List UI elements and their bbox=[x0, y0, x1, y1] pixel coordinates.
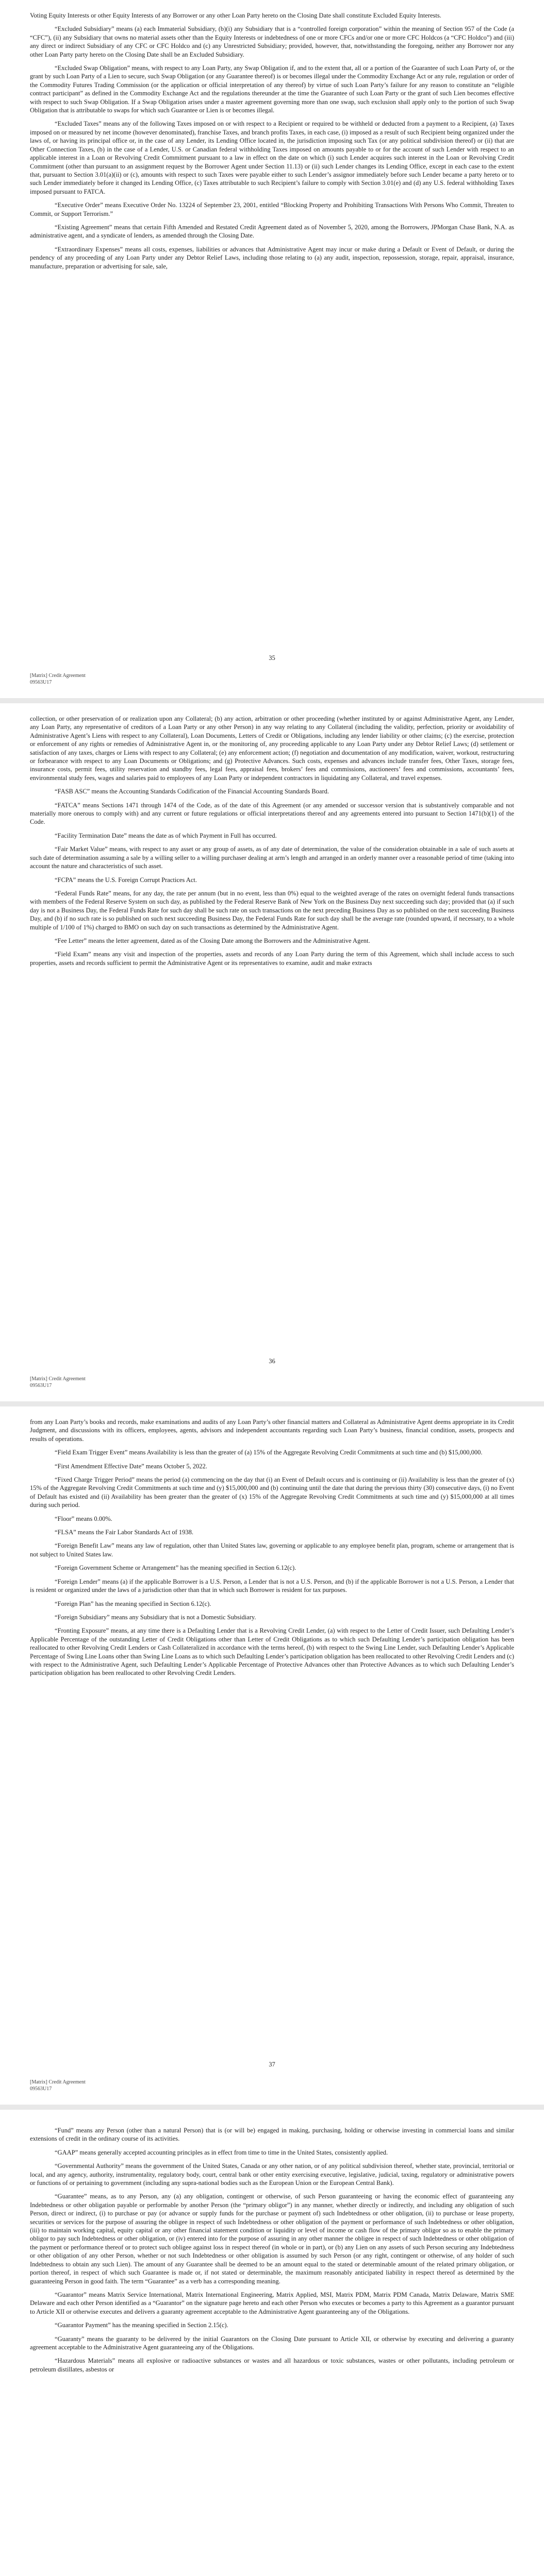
paragraph: “Excluded Subsidiary” means (a) each Immaterial Subsidiary, (b)(i) any Subsidiary that is a “controlled foreign corporation” within the meaning of Section 957 of the Code (a “CFC”), (ii) any Subsidiary that owns no material assets other than the Equity Interests or indebtedness of one or more CFCs and/or one or more CFC Holdcos (a “CFC Holdco”) and (iii) any direct or indirect Subsidiary of any CFC or CFC Holdco and (c) any Unrestricted Subsidiary; provided, however, that, notwithstanding the foregoing, neither any Borrower nor any other Loan Party party hereto on the Closing Date shall be an Excluded Subsidiary. bbox=[30, 25, 514, 58]
page bbox=[0, 703, 544, 1401]
page-number: 35 bbox=[269, 654, 275, 662]
paragraph: “Extraordinary Expenses” means all costs, expenses, liabilities or advances that Administrative Agent may incur or make during a Default or Event of Default, or during the pendency of any proceeding of any Loan Party under any Debtor Relief Laws, including those relating to (a) any audit, inspection, repossession, storage, repair, appraisal, insurance, manufacture, preparation or advertising for sale, sale, bbox=[30, 245, 514, 270]
footer-line: 09563U17 bbox=[30, 1383, 52, 1388]
paragraph: “Fair Market Value” means, with respect to any asset or any group of assets, as of any date of determination, the value of the consideration obtainable in a sale of such assets at such date of determination assuming a sale by a willing seller to a willing purchaser dealing at arm’s length and arranged in an orderly manner over a reasonable period of time (taking into account the nature and characteristics of such asset. bbox=[30, 845, 514, 870]
page bbox=[0, 2110, 544, 2576]
footer-line: [Matrix] Credit Agreement bbox=[30, 673, 86, 679]
paragraph: “Guarantee” means, as to any Person, any (a) any obligation, contingent or otherwise, of such Person guaranteeing or having the economic effect of guaranteeing any Indebtedness or other obligation payable or performable by another Person (the “primary obligor”) in any manner, whether directly or indirectly, and including any obligation of such Person, direct or indirect, (i) to purchase or pay (or advance or supply funds for the purchase or payment of) such Indebtedness or other obligation, (ii) to purchase or lease property, securities or services for the purpose of assuring the obligee in respect of such Indebtedness or other obligation of the payment or performance of such Indebtedness or other obligation, (iii) to maintain working capital, equity capital or any other financial statement condition or liquidity or level of income or cash flow of the primary obligor so as to enable the primary obligor to pay such Indebtedness or other obligation, or (iv) entered into for the purpose of assuring in any other manner the obligee in respect of such Indebtedness or other obligation of the payment or performance thereof or to protect such obligee against loss in respect thereof (in whole or in part), or (b) any Lien on any assets of such Person securing any Indebtedness or other obligation of any other Person, whether or not such Indebtedness or other obligation is assumed by such Person (or any right, contingent or otherwise, of any holder of such Indebtedness to obtain any such Lien). The amount of any Guarantee shall be deemed to be an amount equal to the stated or determinable amount of the related primary obligation, or portion thereof, in respect of which such Guarantee is made or, if not stated or determinable, the maximum reasonably anticipated liability in respect thereof as determined by the guaranteeing Person in good faith. The term “Guarantee” as a verb has a corresponding meaning. bbox=[30, 2193, 514, 2285]
paragraph: “Excluded Swap Obligation” means, with respect to any Loan Party, any Swap Obligation if, and to the extent that, all or a portion of the Guarantee of such Loan Party of, or the grant by such Loan Party of a Lien to secure, such Swap Obligation (or any Guarantee thereof) is or becomes illegal under the Commodity Exchange Act or any rule, regulation or order of the Commodity Futures Trading Commission (or the application or official interpretation of any thereof) by virtue of such Loan Party’s failure for any reason to constitute an “eligible contract participant” as defined in the Commodity Exchange Act and the regulations thereunder at the time the Guarantee of such Loan Party or the grant of such Lien becomes effective with respect to such Swap Obligation. If a Swap Obligation arises under a master agreement governing more than one swap, such exclusion shall apply only to the portion of such Swap Obligation that is attributable to swaps for which such Guarantee or Lien is or becomes illegal. bbox=[30, 64, 514, 114]
page bbox=[0, 1406, 544, 2105]
paragraph: from any Loan Party’s books and records, make examinations and audits of any Loan Party’s other financial matters and Collateral as Administrative Agent deems appropriate in its Credit Judgment, and discussions with its officers, employees, agents, advisors and independent accountants regarding such Loan Party’s business, financial condition, assets, prospects and results of operations. bbox=[30, 1418, 514, 1443]
footer-line: [Matrix] Credit Agreement bbox=[30, 2079, 86, 2085]
page-footer bbox=[30, 672, 86, 686]
paragraph: “Existing Agreement” means that certain Fifth Amended and Restated Credit Agreement dated as of November 5, 2020, among the Borrowers, JPMorgan Chase Bank, N.A. as administrative agent, and a syndicate of lenders, as amended through the Closing Date. bbox=[30, 223, 514, 240]
footer-line: 09563U17 bbox=[30, 2086, 52, 2092]
paragraph: “FATCA” means Sections 1471 through 1474 of the Code, as of the date of this Agreement (or any amended or successor version that is substantively comparable and not materially more onerous to comply with) and any current or future regulations or official interpretations thereof and any agreements entered into pursuant to Section 1471(b)(1) of the Code. bbox=[30, 801, 514, 826]
paragraph: “Fund” means any Person (other than a natural Person) that is (or will be) engaged in making, purchasing, holding or otherwise investing in commercial loans and similar extensions of credit in the ordinary course of its activities. bbox=[30, 2127, 514, 2143]
paragraph: “Guaranty” means the guaranty to be delivered by the initial Guarantors on the Closing Date pursuant to Article XII, or otherwise by executing and delivering a guaranty agreement acceptable to the Administrative Agent guaranteeing any of the Obligations. bbox=[30, 2335, 514, 2351]
paragraph: “Fixed Charge Trigger Period” means the period (a) commencing on the day that (i) an Event of Default occurs and is continuing or (ii) Availability is less than the greater of (x) 15% of the Aggregate Revolving Credit Commitments at such time and (y) $15,000,000 and (b) continuing until the date that during the previous thirty (30) consecutive days, (i) no Event of Default has existed and (ii) Availability has been greater than the greater of (x) 15% of the Aggregate Revolving Credit Commitments at such time and (y) $15,000,000 at all times during such period. bbox=[30, 1476, 514, 1509]
page-footer bbox=[30, 1376, 86, 1389]
paragraph: “Foreign Government Scheme or Arrangement” has the meaning specified in Section 6.12(c). bbox=[55, 1564, 296, 1572]
paragraph: “FCPA” means the U.S. Foreign Corrupt Practices Act. bbox=[55, 876, 197, 884]
paragraph: “FASB ASC” means the Accounting Standards Codification of the Financial Accounting Standards Board. bbox=[55, 788, 329, 795]
paragraph: “Federal Funds Rate” means, for any day, the rate per annum (but in no event, less than 0%) equal to the weighted average of the rates on overnight federal funds transactions with members of the Federal Reserve System on such day, as published by the Federal Reserve Bank of New York on the Business Day next succeeding such day; provided that (a) if such day is not a Business Day, the Federal Funds Rate for such day shall be such rate on such transactions on the next preceding Business Day as so published on the next succeeding Business Day, and (b) if no such rate is so published on such next succeeding Business Day, the Federal Funds Rate for such day shall be the average rate (rounded upward, if necessary, to a whole multiple of 1/100 of 1%) charged to BMO on such day on such transactions as determined by the Administrative Agent. bbox=[30, 889, 514, 931]
paragraph: “Foreign Benefit Law” means any law of regulation, other than United States law, governing or applicable to any employee benefit plan, program, scheme or arrangement that is not subject to United States law. bbox=[30, 1542, 514, 1558]
paragraph: “Hazardous Materials” means all explosive or radioactive substances or wastes and all hazardous or toxic substances, wastes or other pollutants, including petroleum or petroleum distillates, asbestos or bbox=[30, 2357, 514, 2373]
paragraph: “GAAP” means generally accepted accounting principles as in effect from time to time in the United States, consistently applied. bbox=[55, 2148, 388, 2156]
paragraph: “FLSA” means the Fair Labor Standards Act of 1938. bbox=[55, 1529, 194, 1536]
page-number: 36 bbox=[269, 1358, 275, 1365]
paragraph: Voting Equity Interests or other Equity Interests of any Borrower or any other Loan Party hereto on the Closing Date shall constitute Excluded Equity Interests. bbox=[30, 12, 441, 19]
footer-line: 09563U17 bbox=[30, 680, 52, 685]
paragraph: “Field Exam” means any visit and inspection of the properties, assets and records of any Loan Party during the term of this Agreement, which shall include access to such properties, assets and records sufficient to permit the Administrative Agent or its representatives to examine, audit and make extracts bbox=[30, 951, 514, 967]
paragraph: “Guarantor Payment” has the meaning specified in Section 2.15(c). bbox=[55, 2321, 228, 2329]
page bbox=[0, 0, 544, 698]
paragraph: “Excluded Taxes” means any of the following Taxes imposed on or with respect to a Recipient or required to be withheld or deducted from a payment to a Recipient, (a) Taxes imposed on or measured by net income (however denominated), franchise Taxes, and branch profits Taxes, in each case, (i) imposed as a result of such Recipient being organized under the laws of, or having its principal office or, in the case of any Lender, its Lending Office located in, the jurisdiction imposing such Tax (or any political subdivision thereof) or (ii) that are Other Connection Taxes, (b) in the case of a Lender, U.S. or Canadian federal withholding Taxes imposed on amounts payable to or for the account of such Lender with respect to an applicable interest in a Loan or Revolving Credit Commitment pursuant to a law in effect on the date on which (i) such Lender acquires such interest in the Loan or Revolving Credit Commitment (other than pursuant to an assignment request by the Borrower Agent under Section 11.13) or (ii) such Lender changes its Lending Office, except in each case to the extent that, pursuant to Section 3.01(a)(ii) or (c), amounts with respect to such Taxes were payable either to such Lender’s assignor immediately before such Lender became a party hereto or to such Lender immediately before it changed its Lending Office, (c) Taxes attributable to such Recipient’s failure to comply with Section 3.01(e) and (d) any U.S. federal withholding Taxes imposed pursuant to FATCA. bbox=[30, 120, 514, 195]
page-number: 37 bbox=[269, 2061, 275, 2068]
paragraph: “Foreign Plan” has the meaning specified in Section 6.12(c). bbox=[55, 1600, 211, 1607]
paragraph: “Governmental Authority” means the government of the United States, Canada or any other nation, or of any political subdivision thereof, whether state, provincial, territorial or local, and any agency, authority, instrumentality, regulatory body, court, central bank or other entity exercising executive, legislative, judicial, taxing, regulatory or administrative powers or functions of or pertaining to government (including any supra-national bodies such as the European Union or the European Central Bank). bbox=[30, 2162, 514, 2187]
paragraph: “Foreign Lender” means (a) if the applicable Borrower is a U.S. Person, a Lender that is not a U.S. Person, and (b) if the applicable Borrower is not a U.S. Person, a Lender that is resident or organized under the laws of a jurisdiction other than that in which such Borrower is resident for tax purposes. bbox=[30, 1578, 514, 1594]
paragraph: “Fee Letter” means the letter agreement, dated as of the Closing Date among the Borrowers and the Administrative Agent. bbox=[55, 937, 370, 944]
paragraph: “Foreign Subsidiary” means any Subsidiary that is not a Domestic Subsidiary. bbox=[55, 1613, 256, 1621]
paragraph: “Executive Order” means Executive Order No. 13224 of September 23, 2001, entitled “Blocking Property and Prohibiting Transactions With Persons Who Commit, Threaten to Commit, or Support Terrorism.” bbox=[30, 201, 514, 217]
paragraph: “Facility Termination Date” means the date as of which Payment in Full has occurred. bbox=[55, 832, 277, 839]
paragraph: “Guarantor” means Matrix Service International, Matrix International Engineering, Matrix Applied, MSI, Matrix PDM, Matrix PDM Canada, Matrix Delaware, Matrix SME Delaware and each other Person identified as a “Guarantor” on the signature page hereto and each other Person who executes or becomes a party to this Agreement as a guarantor pursuant to Article XII or otherwise executes and delivers a guaranty agreement acceptable to the Administrative Agent guaranteeing any of the Obligations. bbox=[30, 2291, 514, 2315]
paragraph: “Floor” means 0.00%. bbox=[55, 1515, 112, 1522]
paragraph: “Fronting Exposure” means, at any time there is a Defaulting Lender that is a Revolving Credit Lender, (a) with respect to the Letter of Credit Issuer, such Defaulting Lender’s Applicable Percentage of the outstanding Letter of Credit Obligations other than Letter of Credit Obligations as to which such Defaulting Lender’s participation obligation has been reallocated to other Revolving Credit Lenders or Cash Collateralized in accordance with the terms hereof, (b) with respect to the Swing Line Lender, such Defaulting Lender’s Applicable Percentage of Swing Line Loans other than Swing Line Loans as to which such Defaulting Lender’s participation obligation has been reallocated to other Revolving Credit Lenders and (c) with respect to the Administrative Agent, such Defaulting Lender’s Applicable Percentage of Protective Advances other than Protective Advances as to which such Defaulting Lender’s participation obligation has been reallocated to other Revolving Credit Lenders. bbox=[30, 1627, 514, 1677]
paragraph: collection, or other preservation of or realization upon any Collateral; (b) any action, arbitration or other proceeding (whether instituted by or against Administrative Agent, any Lender, any Loan Party, any representative of creditors of a Loan Party or any other Person) in any way relating to any Collateral (including the validity, perfection, priority or avoidability of Administrative Agent’s Liens with respect to any Collateral), Loan Documents, Letters of Credit or Obligations, including any lender liability or other claims; (c) the exercise, protection or enforcement of any rights or remedies of Administrative Agent in, or the monitoring of, any proceeding applicable to any Loan Party under any Debtor Relief Laws; (d) settlement or satisfaction of any taxes, charges or Liens with respect to any Collateral; (e) any enforcement action; (f) negotiation and documentation of any modification, waiver, workout, restructuring or forbearance with respect to any Loan Documents or Obligations; and (g) Protective Advances. Such costs, expenses and advances include transfer fees, Other Taxes, storage fees, insurance costs, permit fees, utility reservation and standby fees, legal fees, appraisal fees, brokers’ fees and commissions, auctioneers’ fees and commissions, accountants’ fees, environmental study fees, wages and salaries paid to employees of any Loan Party or independent contractors in liquidating any Collateral, and travel expenses. bbox=[30, 715, 514, 782]
footer-line: [Matrix] Credit Agreement bbox=[30, 1376, 86, 1382]
page-footer bbox=[30, 2079, 86, 2092]
paragraph: “Field Exam Trigger Event” means Availability is less than the greater of (a) 15% of the Aggregate Revolving Credit Commitments at such time and (b) $15,000,000. bbox=[55, 1449, 483, 1456]
paragraph: “First Amendment Effective Date” means October 5, 2022. bbox=[55, 1462, 207, 1470]
